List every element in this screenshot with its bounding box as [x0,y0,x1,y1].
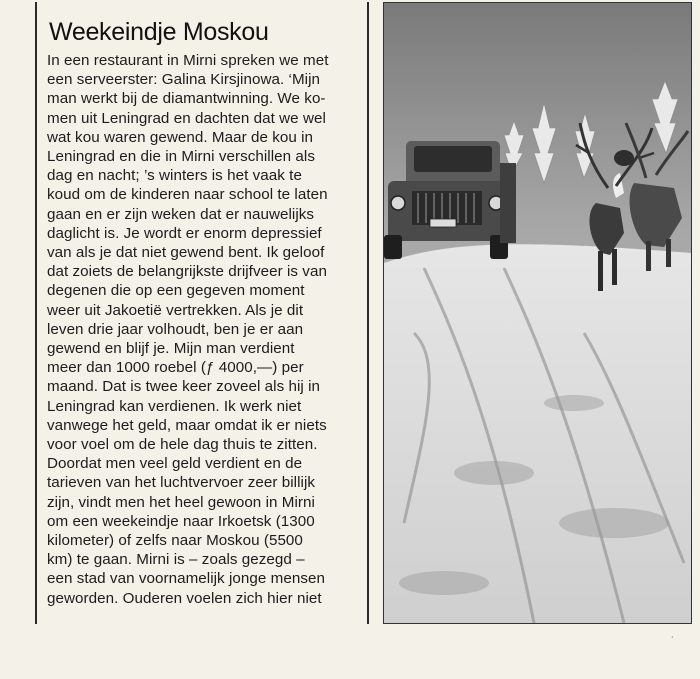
left-column-rule [35,2,37,624]
article-line: km) te gaan. Mirni is – zoals gezegd – [47,551,305,569]
article-body [47,51,360,608]
article-line: man werkt bij de diamantwinning. We ko- [47,90,326,108]
article-line: men uit Leningrad en dachten dat we wel [47,109,326,127]
page-corner-mark: ¸ [671,628,674,638]
article-line: Leningrad en die in Mirni verschillen als [47,148,315,166]
article-line: maand. Dat is twee keer zoveel als hij in [47,378,321,396]
article-line: van als je dat niet gewend bent. Ik geloof [47,244,325,262]
article-line: Doordat men veel geld verdient en de [47,455,303,473]
article-line: vanwege het geld, maar omdat ik er niets [47,416,327,434]
article-line: koud om de kinderen naar school te laten [47,186,328,204]
article-title: Weekeindje Moskou [49,18,269,46]
article-line: zijn, vindt men het heel gewoon in Mirni [47,493,315,511]
article-line: meer dan 1000 roebel (ƒ 4000,—) per [47,359,304,377]
article-line: wat kou waren gewend. Maar de kou in [47,128,314,146]
article-line: voor voel om de hele dag thuis te zitten. [47,436,318,454]
photo-illustration [384,3,691,623]
snowfield [384,244,691,623]
article-line: dat zoiets de belangrijkste drijfveer is van [47,263,327,281]
article-line: gaan en er zijn weken dat er nauwelijks [47,205,315,223]
article-line: kilometer) of zelfs naar Moskou (5500 [47,532,303,550]
article-line: om een weekeindje naar Irkoetsk (1300 [47,512,315,530]
article-column [47,18,360,608]
article-line: Leningrad kan verdienen. Ik werk niet [47,397,302,415]
article-line: geworden. Ouderen voelen zich hier niet [47,589,322,607]
article-line: dag en nacht; ’s winters is het vaak te [47,167,302,185]
article-line: gewend en blijf je. Mijn man verdient [47,340,295,358]
article-line: leven drie jaar volhoudt, ben je er aan [47,320,304,338]
article-line: In een restaurant in Mirni spreken we met [47,52,329,69]
article-line: een serveerster: Galina Kirsjinowa. ‘Mijn [47,71,320,89]
article-line: weer uit Jakoetië vertrekken. Als je dit [47,301,304,319]
column-divider-rule [367,2,369,624]
photo-truck-reindeer [383,2,692,624]
article-line: degenen die op een gegeven moment [47,282,305,300]
article-line: een stad van voornamelijk jonge mensen [47,570,325,588]
article-line: daglicht is. Je wordt er enorm depressief [47,224,322,242]
article-line: tarieven van het luchtvervoer zeer billijk [47,474,316,492]
